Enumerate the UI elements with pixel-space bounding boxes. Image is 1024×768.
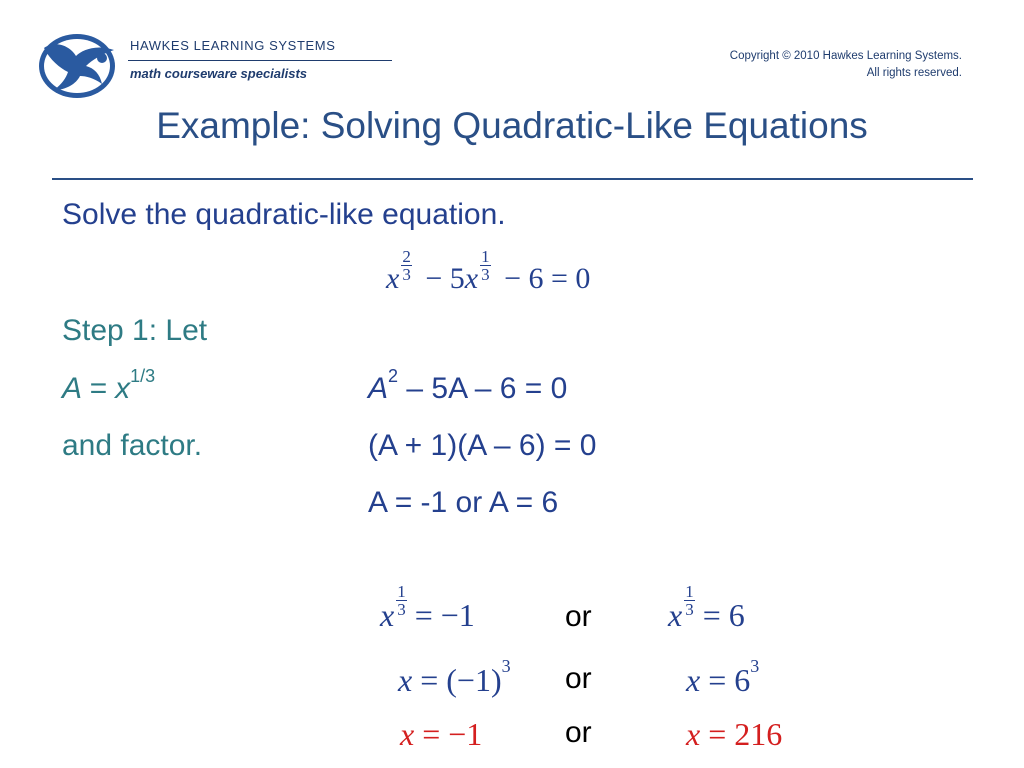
row2-right-equation: $x = 6^3$	[686, 656, 760, 698]
title-divider	[52, 178, 973, 180]
substitution-text: A = x	[62, 372, 131, 405]
row1-or: or	[565, 600, 592, 633]
factored-equation: (A + 1)(A – 6) = 0	[368, 429, 597, 462]
copyright-line-1: Copyright © 2010 Hawkes Learning Systems.	[729, 50, 962, 62]
step-1-label: Step 1: Let	[62, 314, 208, 347]
problem-prompt: Solve the quadratic-like equation.	[62, 198, 506, 231]
copyright-notice	[730, 48, 962, 82]
quadratic-in-a: $A^2 - 5A - 6 = 0$	[368, 366, 568, 405]
substitution-exponent: 1/3	[130, 366, 156, 386]
copyright-line-2: All rights reserved.	[866, 67, 962, 79]
brand-divider	[128, 60, 392, 61]
row2-or: or	[565, 662, 592, 695]
row3-right-answer: x = 216	[686, 716, 783, 752]
a-solutions: A = -1 or A = 6	[368, 486, 559, 519]
slide-title: Example: Solving Quadratic-Like Equations	[156, 105, 868, 146]
row1-right-equation: x $\frac{1}{3}$ = 6	[668, 582, 745, 633]
and-factor-label: and factor.	[62, 429, 203, 462]
row1-left-equation: x $\frac{1}{3}$ = −1	[380, 582, 475, 633]
original-equation: x $\frac{2}{3}$ − 5x $\frac{1}{3}$ − 6 = 0	[386, 247, 591, 295]
eagle-logo-icon	[36, 28, 118, 100]
row2-left-equation: $x = (-1)^3$	[398, 656, 511, 698]
substitution	[62, 366, 156, 406]
brand-name: HAWKES LEARNING SYSTEMS	[130, 38, 336, 53]
row3-or: or	[565, 716, 592, 749]
brand-tagline: math courseware specialists	[130, 66, 308, 81]
row3-left-answer: x = −1	[400, 716, 483, 752]
